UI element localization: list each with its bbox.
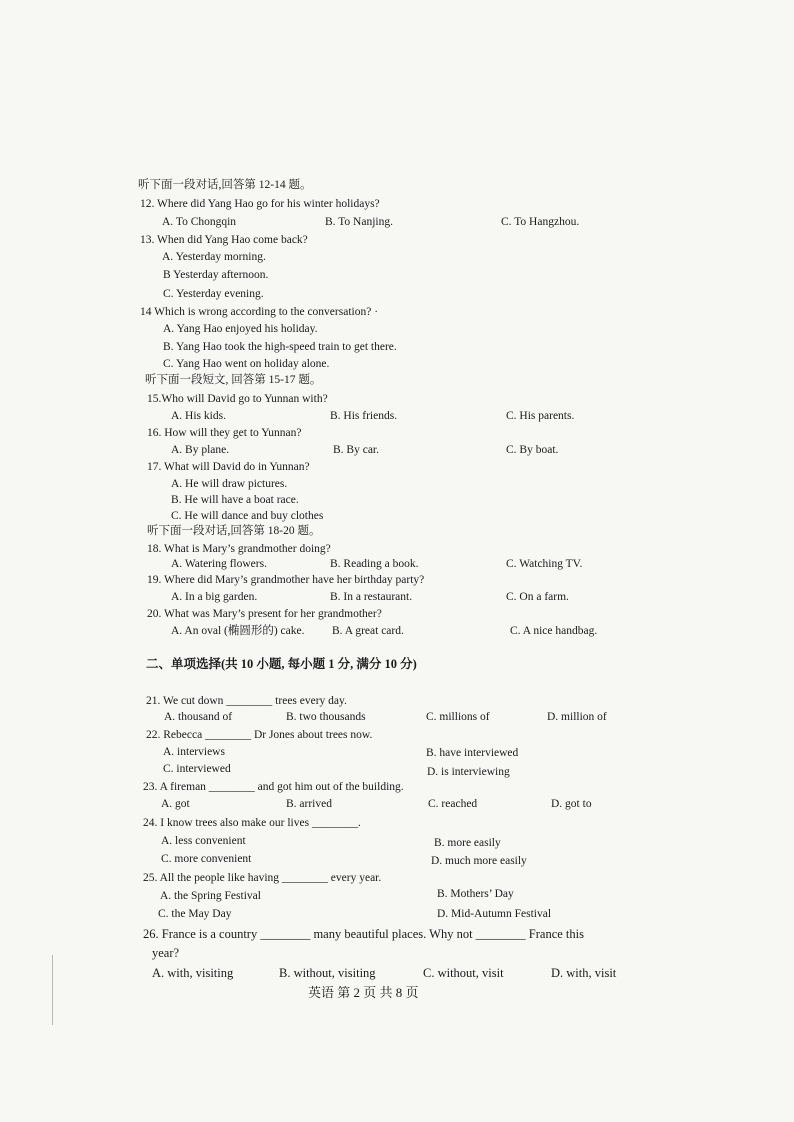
listening-group1-heading: 听下面一段对话,回答第 12-14 题。	[138, 179, 312, 191]
q26-option-c[interactable]: C. without, visit	[423, 966, 504, 980]
q17-option-b[interactable]: B. He will have a boat race.	[171, 494, 299, 506]
listening-group3-heading: 听下面一段对话,回答第 18-20 题。	[147, 525, 321, 537]
q16-stem: 16. How will they get to Yunnan?	[147, 427, 302, 439]
q14-option-b[interactable]: B. Yang Hao took the high-speed train to get there.	[163, 341, 397, 353]
q17-stem: 17. What will David do in Yunnan?	[147, 461, 310, 473]
q13-option-a[interactable]: A. Yesterday morning.	[162, 251, 266, 263]
q22-option-d[interactable]: D. is interviewing	[427, 766, 510, 778]
q20-option-b[interactable]: B. A great card.	[332, 625, 404, 637]
q24-stem: 24. I know trees also make our lives ________.	[143, 817, 361, 829]
page-footer: 英语 第 2 页 共 8 页	[308, 985, 419, 1000]
q19-stem: 19. Where did Mary’s grandmother have her birthday party?	[147, 574, 425, 586]
q21-option-a[interactable]: A. thousand of	[164, 711, 233, 723]
q16-option-a[interactable]: A. By plane.	[171, 444, 230, 456]
q24-option-d[interactable]: D. much more easily	[431, 855, 527, 867]
q23-option-a[interactable]: A. got	[161, 798, 190, 810]
q21-option-b[interactable]: B. two thousands	[286, 711, 366, 723]
q26-option-d[interactable]: D. with, visit	[551, 966, 617, 980]
q25-option-a[interactable]: A. the Spring Festival	[160, 890, 261, 902]
q13-option-c[interactable]: C. Yesterday evening.	[163, 288, 264, 300]
q16-option-c[interactable]: C. By boat.	[506, 444, 559, 456]
q19-option-a[interactable]: A. In a big garden.	[171, 591, 258, 603]
q23-option-c[interactable]: C. reached	[428, 798, 478, 810]
q18-option-c[interactable]: C. Watching TV.	[506, 558, 583, 570]
section2-title: 二、单项选择(共 10 小题, 每小题 1 分, 满分 10 分)	[146, 657, 417, 671]
q25-option-b[interactable]: B. Mothers’ Day	[437, 888, 514, 900]
q15-option-c[interactable]: C. His parents.	[506, 410, 575, 422]
q22-stem: 22. Rebecca ________ Dr Jones about trees now.	[146, 729, 373, 741]
q16-option-b[interactable]: B. By car.	[333, 444, 379, 456]
q25-option-c[interactable]: C. the May Day	[158, 908, 232, 920]
q21-stem: 21. We cut down ________ trees every day.	[146, 695, 347, 707]
q26-option-b[interactable]: B. without, visiting	[279, 966, 376, 980]
q15-option-a[interactable]: A. His kids.	[171, 410, 226, 422]
q14-option-c[interactable]: C. Yang Hao went on holiday alone.	[163, 358, 330, 370]
q18-stem: 18. What is Mary’s grandmother doing?	[147, 543, 331, 555]
q24-option-a[interactable]: A. less convenient	[161, 835, 246, 847]
q14-option-a[interactable]: A. Yang Hao enjoyed his holiday.	[163, 323, 318, 335]
q20-stem: 20. What was Mary’s present for her grandmother?	[147, 608, 382, 620]
q18-option-b[interactable]: B. Reading a book.	[330, 558, 419, 570]
q19-option-b[interactable]: B. In a restaurant.	[330, 591, 413, 603]
q17-option-c[interactable]: C. He will dance and buy clothes	[171, 510, 324, 522]
q17-option-a[interactable]: A. He will draw pictures.	[171, 478, 288, 490]
q23-stem: 23. A fireman ________ and got him out of the building.	[143, 781, 404, 793]
q20-option-a[interactable]: A. An oval (椭圆形的) cake.	[171, 625, 305, 637]
q15-stem: 15.Who will David go to Yunnan with?	[147, 393, 328, 405]
scan-edge-mark	[52, 955, 53, 1025]
q25-stem: 25. All the people like having ________ every year.	[143, 872, 382, 884]
q22-option-a[interactable]: A. interviews	[163, 746, 225, 758]
q23-option-b[interactable]: B. arrived	[286, 798, 332, 810]
q12-stem: 12. Where did Yang Hao go for his winter holidays?	[140, 198, 380, 210]
q21-option-d[interactable]: D. million of	[547, 711, 607, 723]
q22-option-b[interactable]: B. have interviewed	[426, 747, 519, 759]
q15-option-b[interactable]: B. His friends.	[330, 410, 398, 422]
q21-option-c[interactable]: C. millions of	[426, 711, 490, 723]
q24-option-c[interactable]: C. more convenient	[161, 853, 252, 865]
q19-option-c[interactable]: C. On a farm.	[506, 591, 569, 603]
q12-option-b[interactable]: B. To Nanjing.	[325, 216, 393, 228]
q23-option-d[interactable]: D. got to	[551, 798, 592, 810]
q12-option-c[interactable]: C. To Hangzhou.	[501, 216, 580, 228]
q13-option-b[interactable]: B Yesterday afternoon.	[163, 269, 269, 281]
q26-option-a[interactable]: A. with, visiting	[152, 966, 234, 980]
q24-option-b[interactable]: B. more easily	[434, 837, 501, 849]
q18-option-a[interactable]: A. Watering flowers.	[171, 558, 267, 570]
q25-option-d[interactable]: D. Mid-Autumn Festival	[437, 908, 552, 920]
q13-stem: 13. When did Yang Hao come back?	[140, 234, 308, 246]
q26-stem-continued: year?	[152, 946, 180, 960]
q22-option-c[interactable]: C. interviewed	[163, 763, 231, 775]
q26-stem: 26. France is a country ________ many beautiful places. Why not ________ France this	[143, 927, 584, 941]
q20-option-c[interactable]: C. A nice handbag.	[510, 625, 598, 637]
q14-stem: 14 Which is wrong according to the conversation? ·	[140, 306, 379, 318]
listening-group2-heading: 听下面一段短文, 回答第 15-17 题。	[145, 374, 322, 386]
q12-option-a[interactable]: A. To Chongqin	[162, 216, 237, 228]
